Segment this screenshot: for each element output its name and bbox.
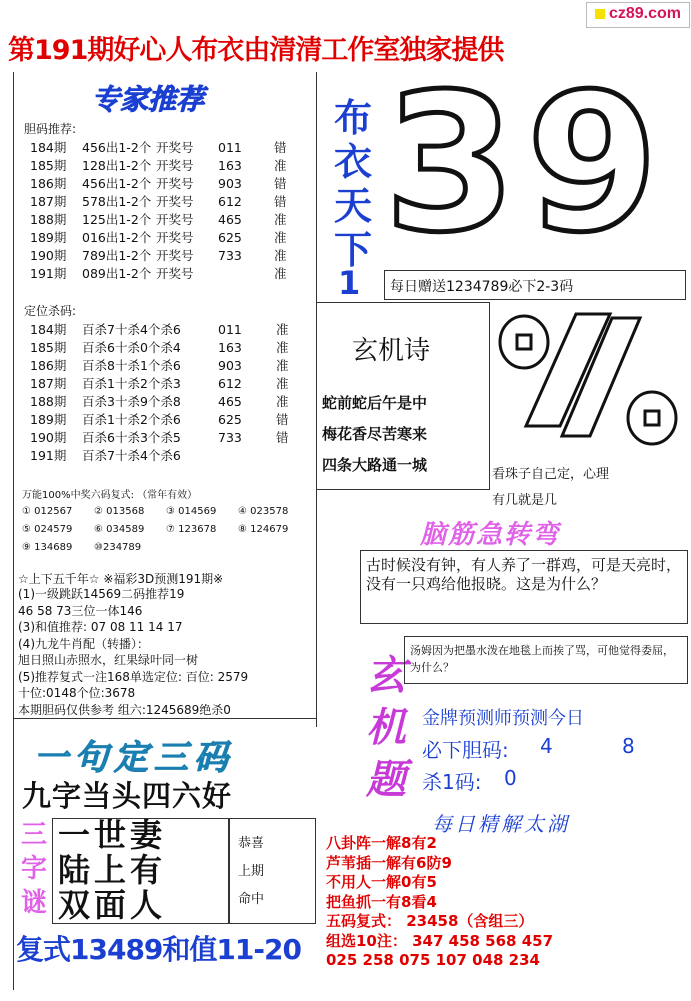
fushi-text: 复式13489和值11-20	[16, 933, 301, 966]
congrats-line: 上期	[238, 864, 265, 879]
brain-text: 古时候没有钟，有人养了一群鸡，可是天亮时，没有一只鸡给他报晓。这是为什么？	[366, 556, 682, 593]
ding-cell	[218, 446, 276, 464]
ding-cell: 625	[218, 411, 242, 427]
history-line: 本期胆码仅供参考 组六:1245689绝杀0	[18, 702, 231, 717]
ding-cell: 错	[276, 412, 289, 427]
dan-cell: 186期	[30, 176, 67, 191]
coin-bottom-icon	[628, 392, 676, 444]
dan-value-1: 4	[540, 734, 553, 758]
dan-cell: 190期	[30, 248, 67, 263]
three-char-side-label	[16, 818, 52, 920]
dan-cell: 准	[274, 212, 287, 227]
ding-cell: 191期	[30, 448, 67, 463]
poem-title: 玄机诗	[352, 336, 431, 366]
dan-cell: 准	[274, 158, 287, 173]
dan-cell: 错	[274, 194, 287, 209]
ding-table	[30, 320, 300, 464]
site-watermark	[586, 2, 690, 28]
dan-cell: 903	[218, 175, 242, 191]
ding-cell: 百杀1十杀2个杀3	[82, 376, 181, 391]
percent-coins-drawing	[490, 300, 686, 460]
question-text: 汤姆因为把墨水泼在地毯上而挨了骂，可他觉得委屈，为什么？	[410, 644, 674, 674]
dan-cell: 189期	[30, 230, 67, 245]
dan-cell: 开奖号	[156, 212, 194, 227]
three-char-side-char: 谜	[20, 888, 47, 918]
dan-cell: 011	[218, 139, 242, 155]
coin-top-icon	[500, 316, 548, 368]
taihu-line: 芦苇插一解有6防9	[326, 853, 452, 872]
dan-cell: 456出1-2个	[82, 140, 152, 155]
ding-cell: 百杀6十杀3个杀5	[82, 430, 181, 445]
ding-row	[30, 356, 300, 374]
ding-cell: 903	[218, 357, 242, 373]
history-line: (3)和值推荐: 07 08 11 14 17	[18, 620, 183, 634]
dan-row	[30, 174, 298, 192]
ding-cell: 百杀8十杀1个杀6	[82, 358, 181, 373]
dan-cell: 错	[274, 140, 287, 155]
dan-cell: 184期	[30, 140, 67, 155]
dan-row	[30, 228, 298, 246]
history-line: 46 58 73三位一体146	[18, 603, 143, 618]
dan-label: 必下胆码:	[422, 738, 509, 762]
ding-row	[30, 428, 300, 446]
one-sentence-banner: 一句定三码	[34, 738, 234, 778]
ding-cell: 百杀3十杀9个杀8	[82, 394, 181, 409]
history-lines	[18, 586, 314, 718]
ding-cell: 733	[218, 429, 242, 445]
coin-bottom-hole-icon	[645, 411, 659, 425]
ding-cell: 190期	[30, 430, 67, 445]
dan-cell: 开奖号	[156, 140, 194, 155]
one-sentence-text: 九字当头四六好	[22, 779, 233, 813]
ding-cell: 准	[276, 340, 289, 355]
sha-label: 杀1码:	[422, 770, 482, 794]
taihu-line: 把鱼抓一有8看4	[326, 892, 437, 911]
dan-cell: 188期	[30, 212, 67, 227]
ding-header: 定位杀码:	[24, 304, 77, 318]
buyi-number: 1	[338, 264, 361, 302]
three-char-side-char: 字	[20, 854, 47, 884]
ding-cell: 百杀1十杀2个杀6	[82, 412, 181, 427]
dan-row	[30, 210, 298, 228]
ding-cell: 011	[218, 321, 242, 337]
wanneng-item: ③ 014569	[166, 506, 217, 517]
ding-row	[30, 320, 300, 338]
dan-cell: 开奖号	[156, 158, 194, 173]
percent-caption	[492, 462, 609, 514]
big-number-text: 39	[384, 53, 669, 274]
dan-cell: 089出1-2个	[82, 266, 152, 281]
taihu-line: 025 258 075 107 048 234	[326, 951, 540, 969]
buyi-char: 下	[333, 228, 372, 272]
taihu-line: 不用人一解0有5	[326, 873, 437, 891]
taihu-line: 组选10注： 347 458 568 457	[326, 931, 554, 950]
dan-value-2: 8	[622, 734, 635, 758]
dan-cell: 开奖号	[156, 176, 194, 191]
ding-row	[30, 446, 300, 464]
xuanji-ti-char: 题	[366, 756, 406, 803]
poem-line: 梅花香尽苦寒来	[322, 425, 428, 443]
coin-top-hole-icon	[517, 335, 531, 349]
ding-cell: 612	[218, 375, 242, 391]
dan-cell: 187期	[30, 194, 67, 209]
ding-cell: 百杀7十杀4个杀6	[82, 322, 181, 337]
dan-cell: 191期	[30, 266, 67, 281]
history-header: ☆上下五千年☆ ※福彩3D预测191期※	[18, 572, 224, 586]
xuanji-ti-char: 机	[366, 704, 406, 751]
dan-row	[30, 138, 298, 156]
ding-cell: 186期	[30, 358, 67, 373]
sha-value: 0	[504, 766, 517, 790]
left-border	[13, 72, 14, 990]
ding-cell: 百杀7十杀4个杀6	[82, 448, 181, 463]
dan-cell: 456出1-2个	[82, 176, 152, 191]
left-section-divider	[13, 718, 317, 719]
ding-cell: 189期	[30, 412, 67, 427]
ding-cell: 185期	[30, 340, 67, 355]
ding-cell: 准	[276, 376, 289, 391]
percent-caption-line: 有几就是几	[492, 493, 558, 508]
slash-upper-icon	[526, 314, 610, 426]
congrats-line: 恭喜	[238, 836, 265, 851]
dan-row	[30, 264, 298, 282]
history-line: (4)九龙牛肖配（转播）：	[18, 636, 149, 651]
ding-cell	[276, 446, 300, 464]
dan-cell: 185期	[30, 158, 67, 173]
ding-cell: 187期	[30, 376, 67, 391]
riddle-word: 双面人	[58, 886, 167, 924]
buyi-char: 天	[333, 184, 372, 228]
ding-row	[30, 410, 300, 428]
taihu-line: 八卦阵一解8有2	[326, 834, 437, 852]
dan-table	[30, 138, 298, 282]
taihu-lines	[326, 834, 686, 971]
congrats-text	[238, 830, 264, 914]
poem-lines	[322, 388, 427, 481]
dan-cell: 612	[218, 193, 242, 209]
ding-cell: 准	[276, 394, 289, 409]
ding-row	[30, 374, 300, 392]
dan-cell: 开奖号	[156, 266, 194, 281]
gold-predictor: 金牌预测师预测今日	[422, 708, 584, 729]
buyi-tianxia	[330, 96, 376, 272]
riddle-word: 陆上有	[58, 851, 167, 889]
dan-cell: 625	[218, 229, 242, 245]
ding-row	[30, 392, 300, 410]
dan-cell: 开奖号	[156, 248, 194, 263]
poem-line: 蛇前蛇后午是中	[322, 394, 428, 412]
buyi-char: 衣	[333, 140, 372, 184]
big-number-39	[384, 53, 684, 276]
history-line: 十位:0148个位:3678	[18, 686, 136, 700]
dan-cell: 准	[274, 248, 287, 263]
dan-cell: 开奖号	[156, 230, 194, 245]
taihu-title: 每日精解太湖	[432, 812, 570, 836]
history-line: (5)推荐复式一注168单选定位: 百位: 2579	[18, 669, 249, 684]
dan-cell: 开奖号	[156, 194, 194, 209]
wanneng-item: ⑨ 134689	[22, 542, 73, 553]
expert-banner: 专家推荐	[92, 83, 205, 116]
dan-cell: 578出1-2个	[82, 194, 152, 209]
ding-cell: 准	[276, 322, 289, 337]
dan-cell: 125出1-2个	[82, 212, 152, 227]
wanneng-item: ① 012567	[22, 506, 73, 517]
taihu-line: 五码复式： 23458（含组三）	[326, 912, 534, 930]
dan-cell: 465	[218, 211, 242, 227]
page-title: 第191期好心人布衣由清清工作室独家提供	[8, 35, 504, 66]
ding-cell: 163	[218, 339, 242, 355]
ding-cell: 准	[276, 358, 289, 373]
xuanji-ti-char: 玄	[366, 652, 406, 699]
dan-cell: 128出1-2个	[82, 158, 152, 173]
brain-title: 脑筋急转弯	[420, 520, 561, 550]
wanneng-item: ⑤ 024579	[22, 524, 73, 535]
riddle-word: 一世妻	[58, 816, 167, 854]
congrats-line: 命中	[238, 892, 265, 907]
dan-cell: 准	[274, 230, 287, 245]
wanneng-item: ⑥ 034589	[94, 524, 145, 535]
wanneng-item: ④ 023578	[238, 506, 289, 517]
dan-row	[30, 246, 298, 264]
square-icon	[595, 9, 605, 19]
wanneng-item: ⑩234789	[94, 542, 142, 553]
dan-row	[30, 192, 298, 210]
dan-row	[30, 156, 298, 174]
dan-header: 胆码推荐:	[24, 122, 77, 136]
daily-text: 每日赠送1234789必下2-3码	[390, 279, 574, 295]
dan-cell: 准	[274, 266, 287, 281]
ding-cell: 465	[218, 393, 242, 409]
history-line: (1)一级跳跃14569二码推荐19	[18, 587, 185, 601]
dan-cell: 789出1-2个	[82, 248, 152, 263]
percent-caption-line: 看珠子自己定，心理	[492, 467, 610, 482]
watermark-text: cz89.com	[608, 5, 682, 22]
history-line: 旭日照山赤照水，红果绿叶同一树	[18, 653, 199, 667]
buyi-char: 布	[333, 96, 372, 140]
wanneng-item: ② 013568	[94, 506, 145, 517]
ding-cell: 百杀6十杀0个杀4	[82, 340, 181, 355]
wanneng-grid	[22, 506, 312, 560]
ding-cell: 184期	[30, 322, 67, 337]
ding-cell: 188期	[30, 394, 67, 409]
poem-line: 四条大路通一城	[322, 456, 428, 474]
wanneng-header: 万能100%中奖六码复式: （常年有效）	[22, 490, 198, 501]
wanneng-item: ⑦ 123678	[166, 524, 217, 535]
three-char-side-char: 三	[20, 820, 47, 850]
dan-cell: 163	[218, 157, 242, 173]
dan-cell: 016出1-2个	[82, 230, 152, 245]
ding-row	[30, 338, 300, 356]
wanneng-item: ⑧ 124679	[238, 524, 289, 535]
ding-cell: 错	[276, 430, 289, 445]
dan-cell	[218, 264, 274, 282]
dan-cell: 错	[274, 176, 287, 191]
dan-cell: 733	[218, 247, 242, 263]
three-char-words	[58, 818, 166, 923]
